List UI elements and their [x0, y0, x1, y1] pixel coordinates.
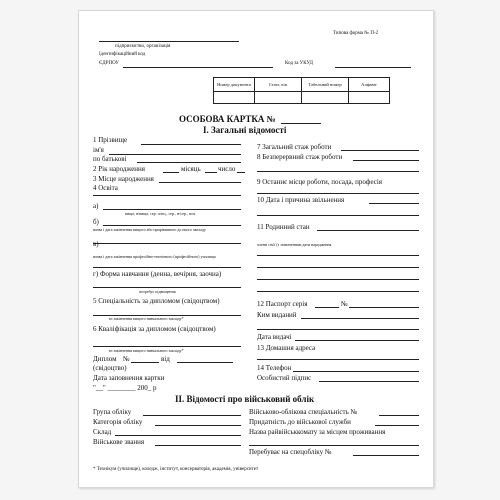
- education-label: 4 Освіта: [93, 184, 118, 192]
- org-name-line[interactable]: [99, 41, 239, 42]
- category-line[interactable]: [155, 425, 241, 426]
- edu-b-line[interactable]: [103, 225, 241, 226]
- family-label: 11 Родинний стан: [257, 223, 310, 231]
- rank-line[interactable]: [155, 445, 241, 446]
- vos-label: Військово-облікова спеціальність №: [249, 408, 358, 416]
- footnote: * Технікум (училище), коледж, інститут, консерваторія, академія, університет: [93, 467, 259, 472]
- last-job-label: 9 Останнє місце роботи, посада, професія: [257, 178, 382, 186]
- training-line[interactable]: [93, 287, 241, 288]
- code-header-alphabet: Алфавіт: [349, 78, 390, 92]
- code-cell-tab-number[interactable]: [302, 92, 349, 104]
- edu-b-label: б): [93, 218, 99, 226]
- name-line[interactable]: [109, 154, 241, 155]
- section2-title: ІІ. Відомості про військовий облік: [175, 394, 315, 404]
- birthplace-line[interactable]: [159, 182, 241, 183]
- total-exp-line[interactable]: [341, 150, 419, 151]
- edu-v-line[interactable]: [93, 267, 241, 268]
- office-line[interactable]: [249, 445, 419, 446]
- code-table: [213, 77, 390, 104]
- edu-a-line[interactable]: [103, 209, 241, 210]
- birthplace-label: 3 Місце народження: [93, 175, 154, 183]
- code-header-doc-number: Номер документа: [214, 78, 255, 92]
- total-exp-label: 7 Загальний стаж роботи: [257, 143, 332, 151]
- issued-by-line-2[interactable]: [257, 329, 419, 330]
- passport-series-line[interactable]: [315, 307, 339, 308]
- last-job-line[interactable]: [257, 193, 419, 194]
- group-label: Група обліку: [93, 408, 132, 416]
- fitness-label: Придатність до військової служби: [249, 418, 351, 426]
- passport-number-line[interactable]: [349, 307, 419, 308]
- edu-v-label: в): [93, 240, 99, 248]
- fitness-line[interactable]: [375, 425, 419, 426]
- specialty-hint: вз закінчення вищого навчального закладу*: [109, 316, 184, 321]
- edrpou-line[interactable]: [123, 67, 273, 68]
- fill-date-label: Дата заповнення картки: [93, 374, 165, 382]
- edu-v-hint: назва і дата закінчення професійно-технічного (професійного) училища: [93, 254, 216, 259]
- study-form-label: г) Форма навчання (денна, вечірня, заочна): [93, 270, 222, 278]
- ukud-line[interactable]: [335, 67, 411, 68]
- passport-label: 12 Паспорт серія: [257, 300, 308, 308]
- office-label: Назва райвійськкомату за місцем проживання: [249, 428, 386, 436]
- diploma-number-line[interactable]: [131, 362, 159, 363]
- card-number-line[interactable]: [281, 123, 321, 124]
- month-line[interactable]: [205, 172, 217, 173]
- staff-line[interactable]: [115, 435, 241, 436]
- cont-exp-line[interactable]: [353, 160, 419, 161]
- qualification-label: 6 Кваліфікація за дипломом (свідоцтвом): [93, 325, 216, 333]
- special-label: Перебуває на спецобліку №: [249, 448, 332, 456]
- id-code-label: Ідентифікаційний код: [99, 52, 146, 57]
- surname-line[interactable]: [141, 144, 241, 145]
- family-hint: члени сім'ї (з зазначенням дати народження: [257, 242, 332, 247]
- needs-training-label: потребує підвищення: [139, 289, 176, 294]
- address-line[interactable]: [257, 359, 419, 360]
- month-label: місяць: [181, 165, 201, 173]
- surname-label: 1 Прізвище: [93, 136, 128, 144]
- staff-label: Склад: [93, 428, 112, 436]
- family-member-line-4[interactable]: [257, 291, 419, 292]
- card-title: ОСОБОВА КАРТКА №: [179, 114, 276, 124]
- issued-by-label: Ким виданий: [257, 311, 297, 319]
- issued-by-line[interactable]: [301, 318, 419, 319]
- family-line[interactable]: [317, 230, 419, 231]
- birth-year-label: 2 Рік народження: [93, 165, 146, 173]
- qualification-line[interactable]: [93, 346, 241, 347]
- family-member-line-2[interactable]: [257, 267, 419, 268]
- address-label: 13 Домашня адреса: [257, 344, 316, 352]
- personnel-card-form: [78, 10, 434, 488]
- edu-b-line-2[interactable]: [93, 243, 241, 244]
- exp-extra-line[interactable]: [257, 171, 419, 172]
- diploma-label: Диплом: [93, 355, 117, 363]
- code-cell-doc-number[interactable]: [214, 92, 255, 104]
- dismissal-label: 10 Дата і причина звільнення: [257, 196, 345, 204]
- specialty-label: 5 Спеціальність за дипломом (свідоцтвом): [93, 297, 220, 305]
- form-type-label: Типова форма № П-2: [333, 31, 379, 36]
- day-label: число: [218, 165, 236, 173]
- certificate-label: (свідоцтво): [93, 364, 127, 372]
- code-cell-alphabet[interactable]: [349, 92, 390, 104]
- name-label: ім'я: [93, 146, 104, 154]
- passport-number-sign: №: [341, 300, 348, 308]
- education-line[interactable]: [93, 195, 241, 196]
- diploma-number-sign: №: [123, 355, 130, 363]
- code-cell-sex[interactable]: [255, 92, 302, 104]
- phone-label: 14 Телефон: [257, 364, 292, 372]
- group-line[interactable]: [143, 415, 241, 416]
- edu-a-hint: вища, н/вища, сер. спец., сер., н/сер., поч.: [125, 211, 196, 216]
- rank-label: Військове звання: [93, 438, 145, 446]
- diploma-date-line[interactable]: [177, 362, 233, 363]
- dismissal-line[interactable]: [369, 203, 419, 204]
- edu-a-label: а): [93, 202, 99, 210]
- qualification-hint: вз закінчення вищого навчального закладу*: [109, 348, 184, 353]
- signature-label: Особистий підпис: [257, 374, 312, 382]
- issue-date-line[interactable]: [295, 340, 419, 341]
- fill-date-value[interactable]: "__" ________ 200_ р: [93, 384, 157, 392]
- day-line[interactable]: [237, 172, 245, 173]
- diploma-from-label: від: [161, 355, 170, 363]
- edrpou-label: ЄДРПОУ: [99, 61, 119, 66]
- family-member-line-1[interactable]: [257, 255, 419, 256]
- birth-year-line[interactable]: [163, 172, 179, 173]
- phone-line[interactable]: [293, 371, 419, 372]
- section1-title: І. Загальні відомості: [203, 125, 287, 135]
- special-line[interactable]: [353, 455, 419, 456]
- ukud-code-label: Код за УКУД: [285, 61, 313, 66]
- category-label: Категорія обліку: [93, 418, 143, 426]
- family-member-line-3[interactable]: [257, 279, 419, 280]
- issue-date-label: Дата видачі: [257, 333, 292, 341]
- org-caption: підприємство, організація: [115, 44, 171, 49]
- vos-line[interactable]: [379, 415, 419, 416]
- cont-exp-label: 8 Безперервний стаж роботи: [257, 153, 343, 161]
- patronymic-label: по батькові: [93, 155, 127, 163]
- code-header-tab-number: Табельний номер: [302, 78, 349, 92]
- edu-b-hint: назва і дата закінчення вищого або прирівняного до нього закладу: [93, 227, 207, 232]
- dismissal-line-2[interactable]: [257, 215, 419, 216]
- patronymic-line[interactable]: [137, 162, 241, 163]
- signature-line[interactable]: [319, 381, 419, 382]
- code-header-sex: Стать ч/ж: [255, 78, 302, 92]
